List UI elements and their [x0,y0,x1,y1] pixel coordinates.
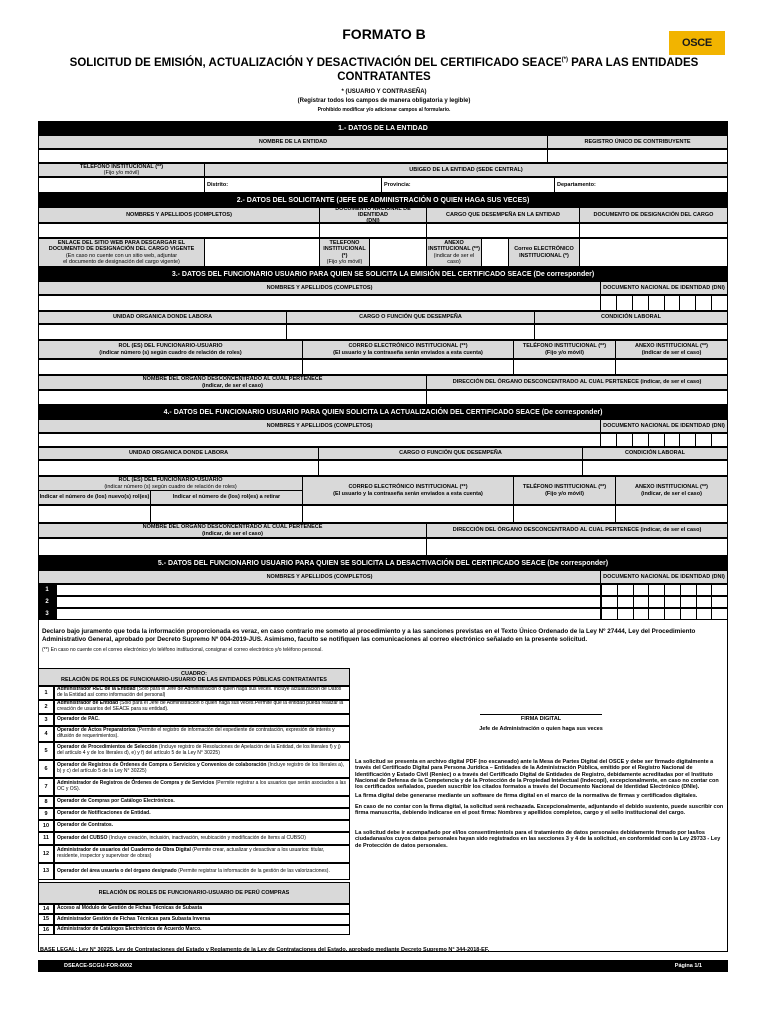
s4-nuevo-field[interactable] [38,505,151,523]
firma-paragraph-2: La firma digital debe generarse mediante un software de firma digital en el marco de la normativa de firmas y certificados digitales. [355,793,698,799]
s3-unidad-field[interactable] [38,324,287,340]
s5-row-dni[interactable] [601,596,728,608]
s3-anexo-label: ANEXO INSTITUCIONAL (**) (indicar de ser el caso) [615,340,728,359]
role-number: 10 [38,820,54,832]
s1-nombre-label: NOMBRE DE LA ENTIDAD [38,135,548,149]
role-number: 7 [38,778,54,796]
s4-direccion-field[interactable] [426,538,728,556]
note-usuario: * (USUARIO Y CONTRASEÑA) [341,89,427,95]
section-3-header: 3.- DATOS DEL FUNCIONARIO USUARIO PARA QUIEN SE SOLICITA LA EMISIÓN DEL CERTIFICADO SEACE (De corresponder) [38,267,728,281]
role-number: 13 [38,863,54,880]
role-row [38,832,350,845]
s3-rol-label: ROL (ES) DEL FUNCIONARIO-USUARIO (indicar número (s) según cuadro de relación de roles) [38,340,303,359]
s2-anexo-label: ANEXO INSTITUCIONAL (**) (indicar de ser el caso) [426,238,482,267]
s3-organo-field[interactable] [38,390,427,405]
peru-roles-list [38,904,350,935]
role-text: Operador de Notificaciones de Entidad. [54,808,350,820]
s4-organo-field[interactable] [38,538,427,556]
s1-ruc-field[interactable] [547,149,728,163]
role-text: Operador de Procedimientos de Selección (Incluye registro de Resoluciones de Apelación de la Entidad, de los literales f) y j) del artículo 4 y de los literales d), e) y f) del artículo 5 de la Ley N° 30225) [54,742,350,760]
s1-tel-field[interactable] [38,177,205,193]
s2-nombres-label: NOMBRES Y APELLIDOS (COMPLETOS) [38,207,320,223]
s3-nombres-field[interactable] [38,295,601,311]
s4-nuevo-label: Indicar el número de (los) nuevo(s) rol(es) [38,490,151,505]
logo-text: OSCE [682,37,712,49]
role-row [38,714,350,726]
s3-condicion-field[interactable] [534,324,728,340]
cuadro-header: CUADRO: RELACIÓN DE ROLES DE FUNCIONARIO-USUARIO DE LAS ENTIDADES PÚBLICAS CONTRATANTES [38,668,350,686]
s5-nombres-label: NOMBRES Y APELLIDOS (COMPLETOS) [38,570,601,584]
role-text: Administrador de usuarios del Cuaderno de Obra Digital (Permite crear, actualizar y desactivar a los usuarios: titular, residente, inspector y supervisor de obras) [54,845,350,863]
section-5-header: 5.- DATOS DEL FUNCIONARIO USUARIO PARA QUIEN SE SOLICITA LA DESACTIVACIÓN DEL CERTIFICADO SEACE (De corresponder) [38,556,728,570]
base-legal: BASE LEGAL: Ley N° 30225, Ley de Contrataciones del Estado y Reglamento de la Ley de Contrataciones del Estado, aprobado mediante Decreto Supremo N° 344-2018-EF. [40,947,490,953]
section-4-header: 4.- DATOS DEL FUNCIONARIO USUARIO PARA QUIEN SOLICITA LA ACTUALIZACIÓN DEL CERTIFICADO SEACE (De corresponder) [38,405,728,419]
role-text: Administrador de Entidad (Sólo para el Jefe de Administración o quien haga sus veces.Permite que la entidad pueda realizar la creación de usuarios del SEACE para su entidad). [54,700,350,714]
s2-tel-label: TELEFONO INSTITUCIONAL (*) (Fijo y/o móvil) [319,238,370,267]
s2-doc-field[interactable] [579,223,728,238]
s4-condicion-label: CONDICIÓN LABORAL [582,447,728,460]
s4-tel-label: TELÉFONO INSTITUCIONAL (**) (Fijo y/o móvil) [513,476,616,505]
role-text: Operador del área usuaria o del órgano designado (Permite registrar la información de la gestión de las valorizaciones). [54,863,350,880]
s4-unidad-label: UNIDAD ORGANICA DONDE LABORA [38,447,319,460]
s4-correo-label: CORREO ELECTRÓNICO INSTITUCIONAL (**) (El usuario y la contraseña serán enviados a esta cuenta) [302,476,514,505]
s5-row [38,584,728,596]
role-row [38,726,350,742]
s1-ubigeo-label: UBIGEO DE LA ENTIDAD (SEDE CENTRAL) [204,163,728,177]
s3-correo-field[interactable] [302,359,514,375]
s3-condicion-label: CONDICIÓN LABORAL [534,311,728,324]
role-number: 8 [38,796,54,808]
s4-nombres-label: NOMBRES Y APELLIDOS (COMPLETOS) [38,419,601,433]
role-number: 14 [38,904,54,914]
role-row [38,686,350,700]
role-row [38,863,350,880]
s1-tel-label: TELÉFONO INSTITUCIONAL (**) (Fijo y/o móvil) [38,163,205,177]
role-row [38,808,350,820]
firma-paragraph-1: La solicitud se presenta en archivo digital PDF (no escaneado) ante la Mesa de Partes Digital del OSCE y debe ser firmado digitalmente a través del Certificado Digital para Persona Jurídica – Entidades de la Administración Pública, emitido por el Registro Nacional de Identificación y Estado Civil (Reniec) o a través del Certificado Digital de Entidades de Registro, debidamente acreditadas por el Instituto Nacional de Defensa de la Competencia y de la Protección de la Propiedad Intelectual (Indecopi), excepcionalmente, en caso no contar con los certificados señalados, pueden suscribir los citados formatos a través del Documento Nacional de Identidad Electrónico (DNIe). [355,759,719,791]
form-code: DSEACE-SCGU-FOR-0002 [64,963,133,969]
s4-retirar-label: Indicar el número de (los) rol(es) a retirar [150,490,303,505]
s4-cargo-label: CARGO O FUNCIÓN QUE DESEMPEÑA [318,447,583,460]
s2-dni-label: DOCUMENTO NACIONAL DE IDENTIDAD (DNI) [319,207,427,223]
role-text: Operador del CUBSO (Incluye creación, inclusión, inactivación, reubicación y modificación de ítems al CUBSO) [54,832,350,845]
firma-paragraph-4: La solicitud debe ir acompañado por el/los consentimiento/s para el tratamiento de datos personales debidamente firmado por las/los ciudadanas/os cuyos datos personales hayan sido registrados en las secciones 3 y 4 de la solicitud, en conformidad con la Ley 29733 - Ley de Protección de datos personales. [355,830,721,849]
subtitle-sup: (*) [561,57,568,64]
signature-title: FIRMA DIGITAL [520,716,562,722]
subtitle-part-b: PARA LAS ENTIDADES [567,57,699,69]
s5-row-number: 2 [38,596,56,608]
role-number: 1 [38,686,54,700]
role-text: Operador de Contratos. [54,820,350,832]
s2-correo-label: Correo ELECTRÓNICO INSTITUCIONAL (*) [508,238,580,267]
s3-direccion-field[interactable] [426,390,728,405]
s4-anexo-field[interactable] [615,505,728,523]
s4-dni-boxes[interactable] [600,433,728,447]
s3-nombres-label: NOMBRES Y APELLIDOS (COMPLETOS) [38,281,601,295]
s5-row-nombres[interactable] [56,584,601,596]
signature-line [480,714,602,715]
role-number: 12 [38,845,54,863]
s4-tel-field[interactable] [513,505,616,523]
s1-provincia-field[interactable]: Provincia: [381,177,555,193]
s3-cargo-label: CARGO O FUNCIÓN QUE DESEMPEÑA [286,311,535,324]
s5-row-dni[interactable] [601,584,728,596]
roles-list [38,686,350,880]
s2-correo-field[interactable] [579,238,728,267]
s3-unidad-label: UNIDAD ORGANICA DONDE LABORA [38,311,287,324]
s4-dni-label: DOCUMENTO NACIONAL DE IDENTIDAD (DNI) [600,419,728,433]
s2-cargo-label: CARGO QUE DESEMPEÑA EN LA ENTIDAD [426,207,580,223]
section-1-header: 1.- DATOS DE LA ENTIDAD [38,121,728,135]
role-row [38,904,350,914]
role-text: Administrador Gestión de Fichas Técnicas para Subasta Inversa [54,914,350,925]
role-number: 4 [38,726,54,742]
role-number: 11 [38,832,54,845]
s5-row-number: 1 [38,584,56,596]
role-text: Administrador REC de la Entidad (Sólo para el Jefe de Administración o quien haga sus veces. Incluye actualización de Datos de la Entidad así como información del personal) [54,686,350,700]
s4-correo-field[interactable] [302,505,514,523]
form-subtitle [30,57,738,85]
role-number: 3 [38,714,54,726]
declaration-note: (**) En caso no cuente con el correo electrónico y/o teléfono institucional, consignar el correo electrónico y/o teléfono personal. [42,647,323,653]
role-text: Operador de Compras por Catálogo Electrónicos. [54,796,350,808]
s4-rol-label: ROL (ES) DEL FUNCIONARIO-USUARIO (indicar número (s) según cuadro de relación de roles) [38,476,303,491]
role-text: Operador de PAC. [54,714,350,726]
role-row [38,820,350,832]
s4-retirar-field[interactable] [150,505,303,523]
signature-sub: Jefe de Administración o quien haga sus veces [479,726,603,732]
s5-row [38,596,728,608]
note-prohibido: Prohibido modificar y/o adicionar campos al formulario. [317,107,451,113]
role-row [38,778,350,796]
role-number: 15 [38,914,54,925]
s2-enlace-field[interactable] [204,238,320,267]
s5-rows [38,584,728,620]
role-row [38,845,350,863]
s2-enlace-label: ENLACE DEL SITIO WEB PARA DESCARGAR EL DOCUMENTO DE DESIGNACIÓN DEL CARGO VIGENTE (En caso no cuente con un sitio web, adjuntar el documento de designación del cargo vigente) [38,238,205,267]
role-text: Administrador de Registros de Órdenes de Compra y de Servicios (Permite registrar a los usuarios que serán asociados a las OC y OS). [54,778,350,796]
role-number: 5 [38,742,54,760]
s4-organo-label: NOMBRE DEL ORGANO DESCONCENTRADO AL CUAL PERTENECE (indicar, de ser el caso) [38,523,427,538]
s4-unidad-field[interactable] [38,460,319,476]
form-title: FORMATO B [342,26,426,42]
role-row [38,742,350,760]
role-row [38,925,350,935]
s5-row [38,608,728,620]
s5-row-nombres[interactable] [56,596,601,608]
role-number: 9 [38,808,54,820]
s4-direccion-label: DIRECCIÓN DEL ÓRGANO DESCONCENTRADO AL CUAL PERTENECE (indicar, de ser el caso) [426,523,728,538]
s3-rol-field[interactable] [38,359,303,375]
declaration-text: Declaro bajo juramento que toda la información proporcionada es veraz, en caso contrario me someto al procedimiento y a las sanciones previstas en el Texto Único Ordenado de la Ley Nº 27444, Ley del Procedimiento Administrativo General, aprobado por Decreto Supremo Nº 004-2019-JUS. Asimismo, faculto se notifiquen las comunicaciones al correo electrónico señalado en la presente solicitud. [42,628,696,644]
s1-ruc-label: REGISTRO ÚNICO DE CONTRIBUYENTE [547,135,728,149]
role-text: Administrador de Catálogos Electrónicos de Acuerdo Marco. [54,925,350,935]
s3-organo-label: NOMBRE DEL ÓRGANO DESCONCENTRADO AL CUAL PERTENECE (indicar, de ser el caso) [38,375,427,390]
firma-paragraph-3: En caso de no contar con la firma digital, la solicitud será rechazada. Excepcionalmente, adjuntando el debido sustento, puede suscribir con firma manuscrita, debiendo indicarse en el post firma: Nombres y apellidos completos, cargo y el sello institucional del cargo. [355,804,724,817]
s2-doc-label: DOCUMENTO DE DESIGNACIÓN DEL CARGO [579,207,728,223]
s3-direccion-label: DIRECCIÓN DEL ÓRGANO DESCONCENTRADO AL CUAL PERTENECE (indicar, de ser el caso) [426,375,728,390]
s3-tel-label: TELÉFONO INSTITUCIONAL (**) (Fijo y/o móvil) [513,340,616,359]
role-number: 6 [38,760,54,778]
role-text: Operador de Registros de Órdenes de Compra o Servicios y Convenios de colaboración (Incluye registro de los literales a), b) y c) del artículo 5 de la Ley N° 30225) [54,760,350,778]
s2-nombres-field[interactable] [38,223,320,238]
s2-cargo-field[interactable] [426,223,580,238]
s3-tel-field[interactable] [513,359,616,375]
subtitle-part-c: CONTRATANTES [337,70,431,83]
s3-dni-boxes[interactable] [600,295,728,311]
s3-dni-label: DOCUMENTO NACIONAL DE IDENTIDAD (DNI) [600,281,728,295]
osce-logo [669,31,725,55]
s3-cargo-field[interactable] [286,324,535,340]
s1-distrito-field[interactable]: Distrito: [204,177,382,193]
role-row [38,700,350,714]
s1-nombre-field[interactable] [38,149,548,163]
s3-anexo-field[interactable] [615,359,728,375]
role-row [38,760,350,778]
s2-tel-field[interactable] [369,238,427,267]
role-number: 16 [38,925,54,935]
s5-dni-label: DOCUMENTO NACIONAL DE IDENTIDAD (DNI) [600,570,728,584]
s5-row-dni[interactable] [601,608,728,620]
subtitle-part-a: SOLICITUD DE EMISIÓN, ACTUALIZACIÓN Y DESACTIVACIÓN DEL CERTIFICADO SEACE [69,57,562,69]
s4-condicion-field[interactable] [582,460,728,476]
s4-cargo-field[interactable] [318,460,583,476]
s5-row-nombres[interactable] [56,608,601,620]
peru-compras-header: RELACIÓN DE ROLES DE FUNCIONARIO-USUARIO DE PERÚ COMPRAS [38,882,350,904]
s4-anexo-label: ANEXO INSTITUCIONAL (**) (indicar, de ser el caso) [615,476,728,505]
role-row [38,914,350,925]
s5-row-number: 3 [38,608,56,620]
s4-nombres-field[interactable] [38,433,601,447]
role-text: Acceso al Módulo de Gestión de Fichas Técnicas de Subasta [54,904,350,914]
s2-anexo-field[interactable] [481,238,509,267]
s1-departamento-field[interactable]: Departamento: [554,177,728,193]
section-2-header: 2.- DATOS DEL SOLICITANTE (JEFE DE ADMINISTRACIÓN O QUIEN HAGA SUS VECES) [38,193,728,207]
role-text: Operador de Actos Preparatorios (Permite el registro de información del expediente de contratación, expresión de interés y difusión de requerimientos). [54,726,350,742]
note-obligatorio: (Registrar todos los campos de manera obligatoria y legible) [297,98,471,104]
role-number: 2 [38,700,54,714]
role-row [38,796,350,808]
page-number: Página 1/1 [674,963,702,969]
s3-correo-label: CORREO ELECTRÓNICO INSTITUCIONAL (**) (El usuario y la contraseña serán enviados a esta cuenta) [302,340,514,359]
s2-dni-field[interactable] [319,223,427,238]
footer-bar [38,960,728,972]
